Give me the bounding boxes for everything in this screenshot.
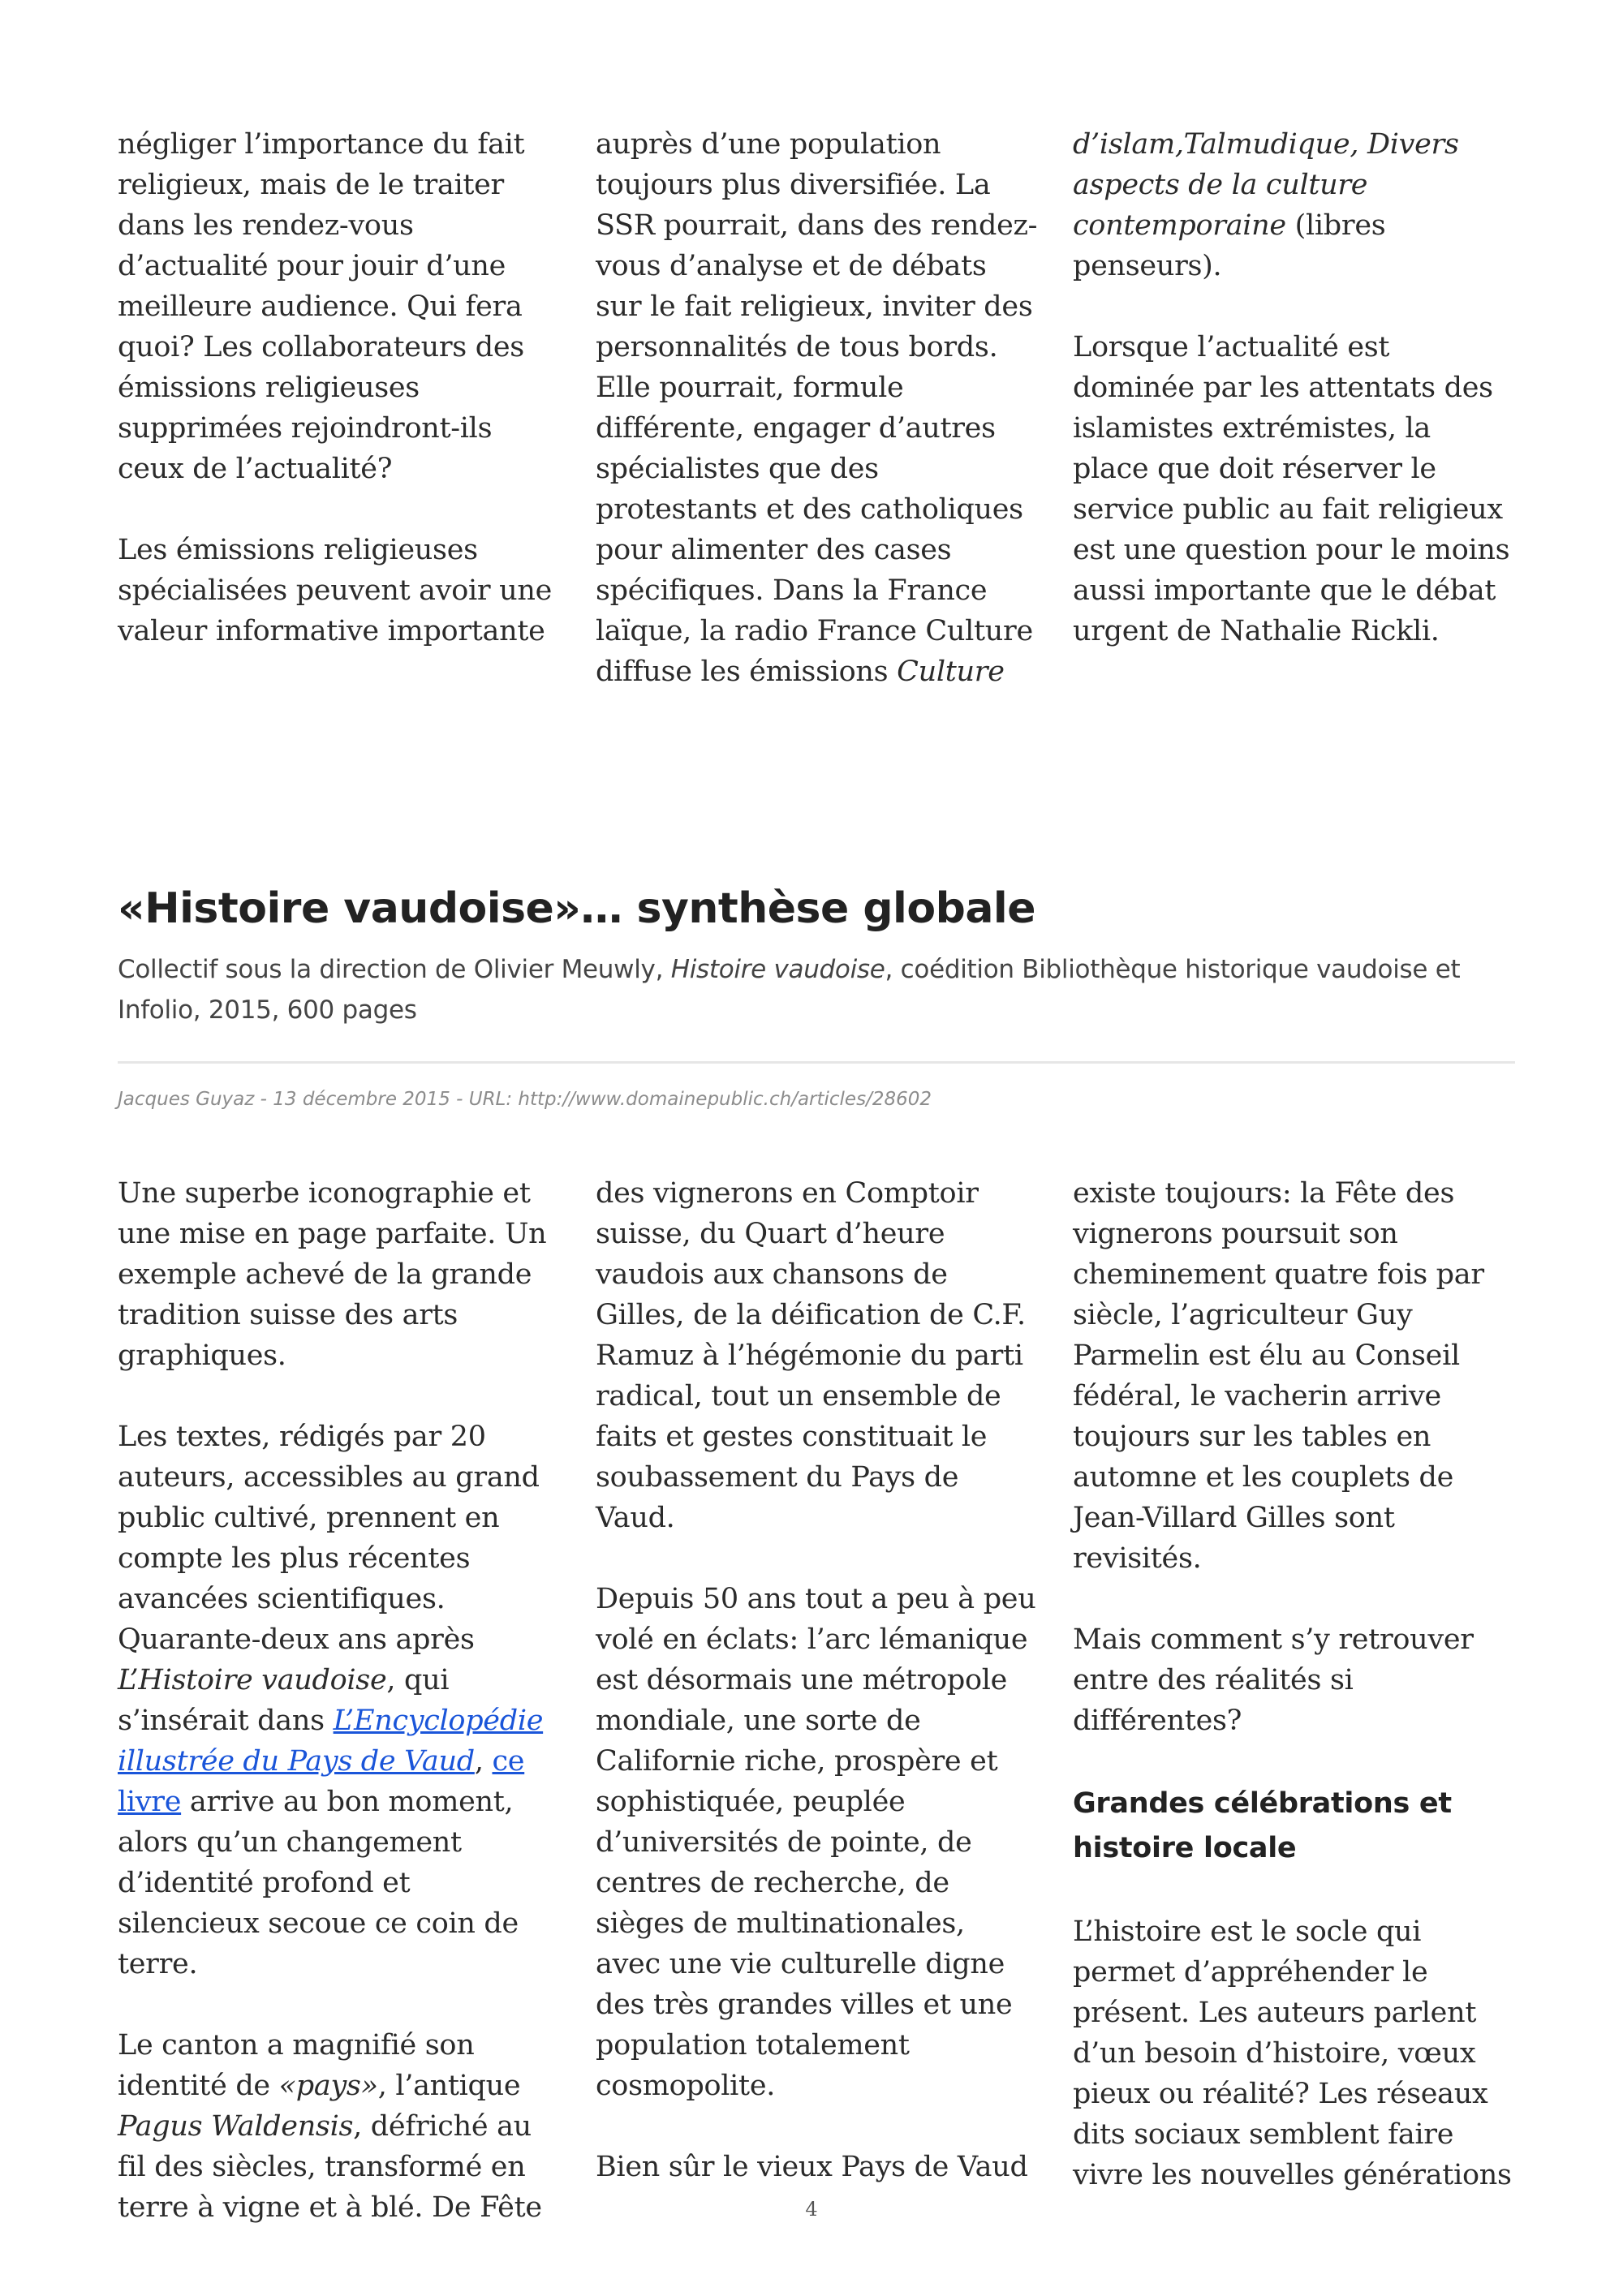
- section-heading: Grandes célébrations et histoire locale: [1073, 1787, 1452, 1864]
- article-subtitle: [118, 949, 1518, 1030]
- article-column-1: [118, 1173, 560, 2268]
- paragraph: [1073, 124, 1515, 286]
- page-number: 4: [805, 2198, 818, 2221]
- text-run: arrive au bon moment, alors qu’un changement d’identité profond et silencieux secoue ce coin de terre.: [118, 1786, 519, 1980]
- article-title: «Histoire vaudoise»… synthèse globale: [118, 884, 1036, 933]
- paragraph: Bien sûr le vieux Pays de Vaud: [596, 2151, 1028, 2183]
- text-run: (libres penseurs).: [1073, 209, 1386, 282]
- paragraph: Une superbe iconographie et une mise en page parfaite. Un exemple achevé de la grande tradition suisse des arts graphiques.: [118, 1177, 547, 1372]
- paragraph: existe toujours: la Fête des vignerons poursuit son cheminement quatre fois par siècle, l’agriculteur Guy Parmelin est élu au Conseil fédéral, le vacherin arrive toujours sur les tables en automne et les couplets de Jean-Villard Gilles sont revisités.: [1073, 1177, 1484, 1575]
- text-run: ,: [474, 1745, 493, 1778]
- book-title: Histoire vaudoise: [670, 955, 885, 984]
- prev-article-column-1: [118, 124, 560, 692]
- ce-livre-link[interactable]: ce livre: [118, 1745, 525, 1818]
- paragraph: [596, 124, 1038, 692]
- paragraph: [118, 1417, 560, 1984]
- paragraph: des vignerons en Comptoir suisse, du Quart d’heure vaudois aux chansons de Gilles, de la déification de C.F. Ramuz à l’hégémonie du parti radical, tout un ensemble de faits et gestes constituait le soubassement du Pays de Vaud.: [596, 1177, 1026, 1534]
- emphasis-text: Pagus Waldensis: [118, 2110, 354, 2143]
- paragraph: Les émissions religieuses spécialisées peuvent avoir une valeur informative importante: [118, 534, 553, 647]
- paragraph: Depuis 50 ans tout a peu à peu volé en éclats: l’arc lémanique est désormais une métropole mondiale, une sorte de Californie riche, prospère et sophistiquée, peuplée d’universités de pointe, de centres de recherche, de sièges de multinationales, avec une vie culturelle digne des très grandes villes et une population totalement cosmopolite.: [596, 1583, 1036, 2102]
- prev-article-column-2: [596, 124, 1038, 733]
- text-run: Collectif sous la direction de Olivier Meuwly,: [118, 955, 671, 984]
- prev-article-column-3: [1073, 124, 1515, 692]
- text-run: , qui s’insérait dans: [118, 1664, 450, 1737]
- emphasis-text: «pays»: [278, 2070, 378, 2102]
- paragraph: Mais comment s’y retrouver entre des réalités si différentes?: [1073, 1623, 1474, 1737]
- text-run: , l’antique: [377, 2070, 521, 2102]
- paragraph: L’histoire est le socle qui permet d’appréhender le présent. Les auteurs parlent d’un besoin d’histoire, vœux pieux ou réalité? Les réseaux dits sociaux semblent faire vivre les nouvelles générations: [1073, 1915, 1512, 2191]
- text-run: auprès d’une population toujours plus diversifiée. La SSR pourrait, dans des rendez-vous d’analyse et de débats sur le fait religieux, inviter des personnalités de tous bords. Elle pourrait, formule différente, engager d’autres spécialistes que des protestants et des catholiques pour alimenter des cases spécifiques. Dans la France laïque, la radio France Culture diffuse les émissions: [596, 128, 1038, 688]
- text-run: Le canton a magnifié son identité de: [118, 2029, 475, 2102]
- emphasis-text: Culture: [897, 656, 1005, 688]
- article-column-3: [1073, 1173, 1515, 2236]
- emphasis-text: d’islam,Talmudique, Divers aspects de la culture contemporaine: [1073, 128, 1459, 242]
- book-title: L’Histoire vaudoise: [118, 1664, 387, 1696]
- paragraph: Lorsque l’actualité est dominée par les attentats des islamistes extrémistes, la place que doit réserver le service public au fait religieux est une question pour le moins aussi importante que le débat urgent de Nathalie Rickli.: [1073, 331, 1510, 647]
- text-run: , coédition Bibliothèque historique vaudoise et Infolio, 2015, 600 pages: [118, 955, 1461, 1025]
- paragraph: négliger l’importance du fait religieux, mais de le traiter dans les rendez-vous d’actualité pour jouir d’une meilleure audience. Qui fera quoi? Les collaborateurs des émissions religieuses supprimées rejoindront-ils ceux de l’actualité?: [118, 128, 525, 485]
- text-run: , défriché au fil des siècles, transformé en terre à vigne et à blé. De Fête: [118, 2110, 542, 2224]
- divider: [118, 1061, 1515, 1064]
- article-column-2: [596, 1173, 1038, 2228]
- text-run: Les textes, rédigés par 20 auteurs, accessibles au grand public cultivé, prennent en compte les plus récentes avancées scientifiques. Quarante-deux ans après: [118, 1421, 540, 1656]
- article-byline: Jacques Guyaz - 13 décembre 2015 - URL: http://www.domainepublic.ch/articles/28602: [118, 1089, 932, 1110]
- encyclopedie-link[interactable]: L’Encyclopédie illustrée du Pays de Vaud: [118, 1705, 544, 1778]
